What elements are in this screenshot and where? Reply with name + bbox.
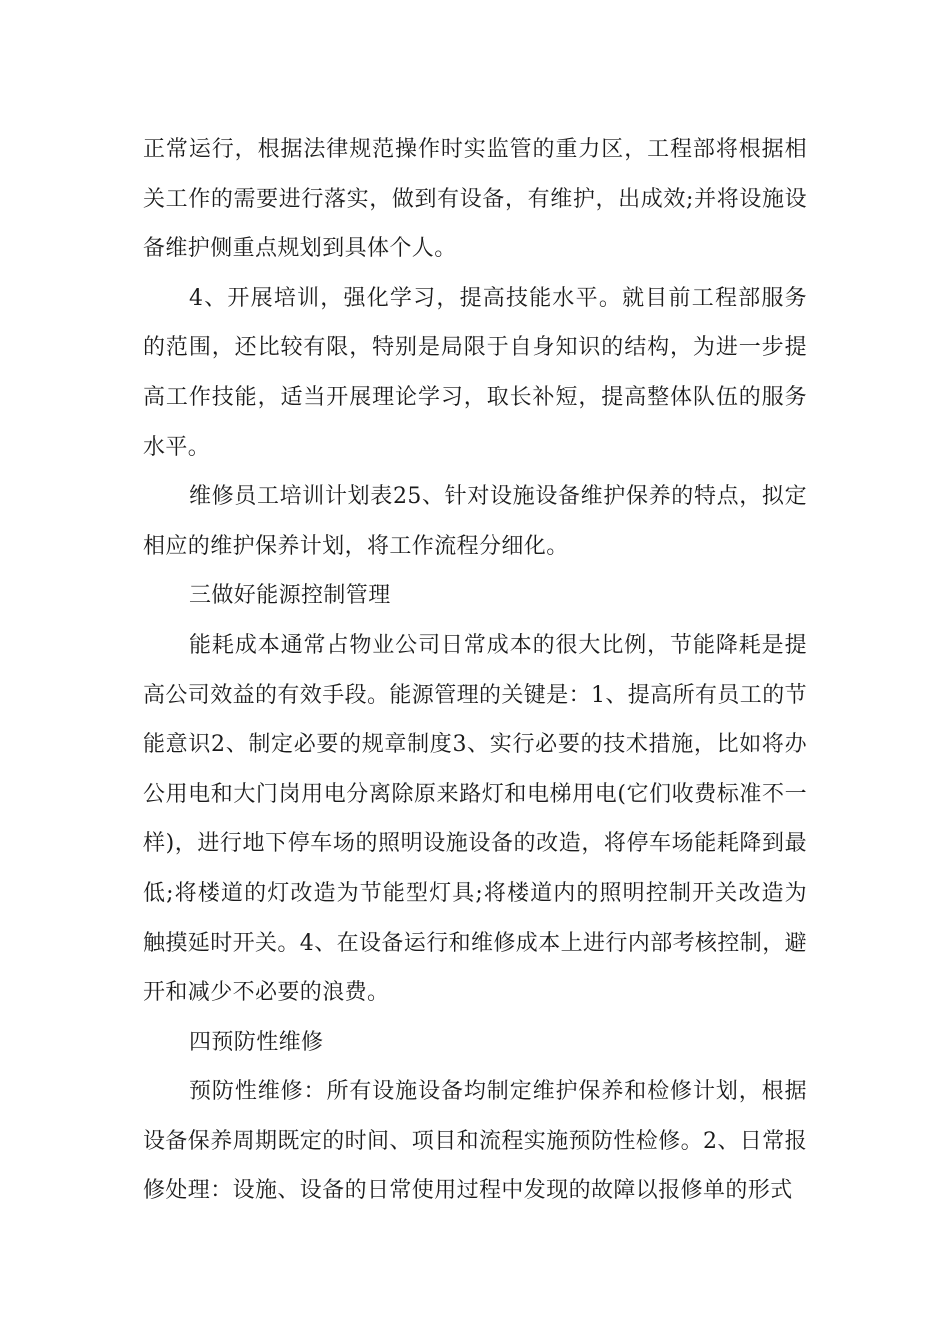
section-heading-energy: 三做好能源控制管理 bbox=[189, 583, 391, 609]
paragraph-maintenance-plan: 维修员工培训计划表25、针对设施设备维护保养的特点，拟定相应的维护保养计划，将工作流程分细化。 bbox=[143, 484, 807, 559]
paragraph-energy-management: 能耗成本通常占物业公司日常成本的很大比例，节能降耗是提高公司效益的有效手段。能源管理的关键是：1、提高所有员工的节能意识2、制定必要的规章制度3、实行必要的技术措施，比如将办公用电和大门岗用电分离除原来路灯和电梯用电(它们收费标准不一样)，进行地下停车场的照明设施设备的改造，将停车场能耗降到最低;将楼道的灯改造为节能型灯具;将楼道内的照明控制开关改造为触摸延时开关。4、在设备运行和维修成本上进行内部考核控制，避开和减少不必要的浪费。 bbox=[143, 632, 807, 1006]
document-body bbox=[143, 125, 807, 1216]
paragraph-training: 4、开展培训，强化学习，提高技能水平。就目前工程部服务的范围，还比较有限，特别是局限于自身知识的结构，为进一步提高工作技能，适当开展理论学习，取长补短，提高整体队伍的服务水平。 bbox=[143, 285, 807, 460]
section-heading-preventive: 四预防性维修 bbox=[189, 1029, 324, 1055]
paragraph-continuation: 正常运行，根据法律规范操作时实监管的重力区，工程部将根据相关工作的需要进行落实，做到有设备，有维护，出成效;并将设施设备维护侧重点规划到具体个人。 bbox=[143, 137, 807, 262]
paragraph-preventive-maintenance: 预防性维修：所有设施设备均制定维护保养和检修计划，根据设备保养周期既定的时间、项目和流程实施预防性检修。2、日常报修处理：设施、设备的日常使用过程中发现的故障以报修单的形式 bbox=[143, 1079, 807, 1204]
